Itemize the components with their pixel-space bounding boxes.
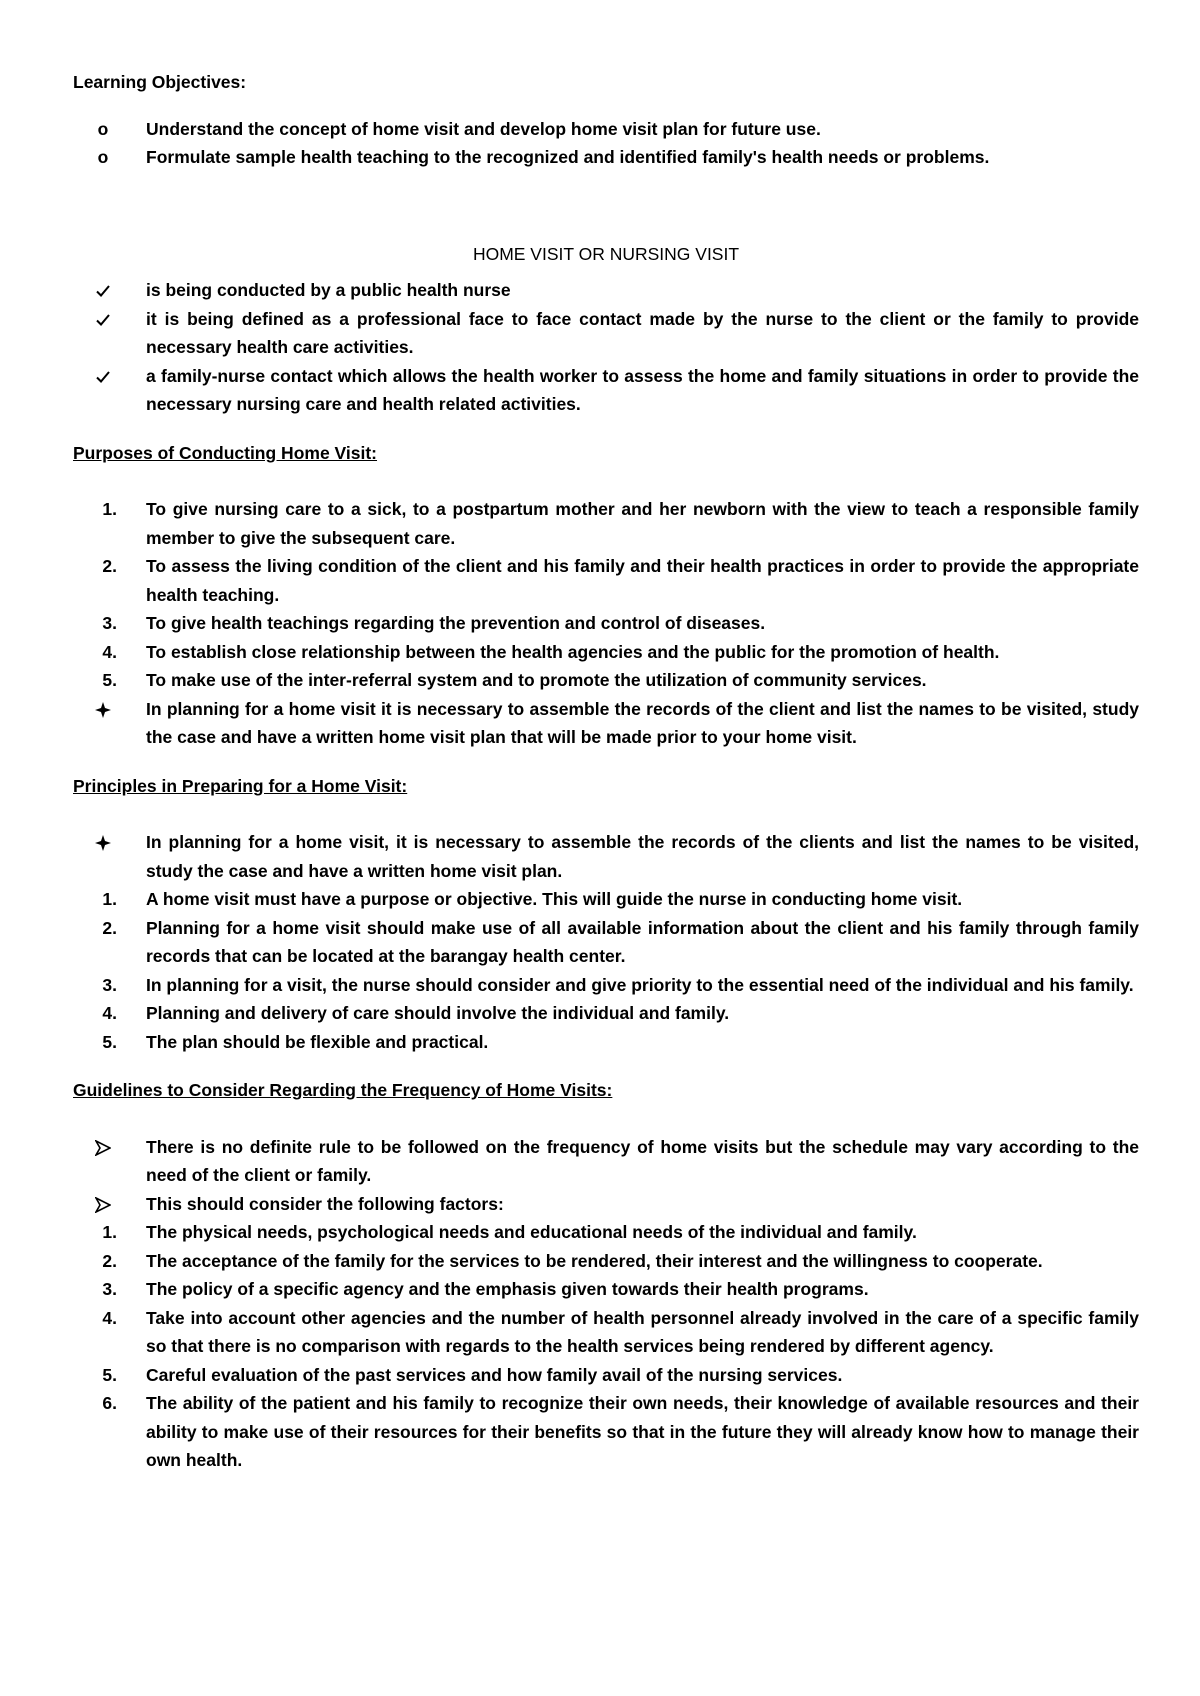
list-item [73,695,1139,752]
list-item [73,999,1139,1028]
list-item-text: The acceptance of the family for the services to be rendered, their interest and the willingness to cooperate. [146,1250,1043,1271]
list-item-text: The physical needs, psychological needs and educational needs of the individual and family. [146,1222,917,1242]
list-item-text: a family-nurse contact which allows the health worker to assess the home and family situations in order to provide the necessary nursing care and health related activities. [146,365,1139,414]
list-item [73,885,1139,914]
list-item-text: Take into account other agencies and the number of health personnel already involved in the care of a specific family so that there is no comparison with regards to the health services being rendered by different agency. [146,1307,1139,1356]
list-item [73,971,1139,1000]
diamond-bullet-icon [73,695,133,724]
list-item-text: To give nursing care to a sick, to a postpartum mother and her newborn with the view to teach a responsible family member to give the subsequent care. [146,499,1139,548]
list-item-text: The ability of the patient and his family to recognize their own needs, their knowledge of available resources and their ability to make use of their resources for their benefits so that in the future they will already know how to manage their own health. [146,1393,1139,1470]
list-number: 4. [102,641,117,662]
purposes-heading: Purposes of Conducting Home Visit: [73,442,378,463]
arrow-bullet-icon [73,1190,133,1219]
list-number: 2. [102,556,117,576]
list-item-text: A home visit must have a purpose or objective. This will guide the nurse in conducting home visit. [146,889,963,909]
list-item [73,1361,1139,1390]
list-item-text: In planning for a visit, the nurse should consider and give priority to the essential need of the individual and his family. [146,974,1134,995]
list-item [73,1247,1139,1276]
list-number: 6. [102,1393,117,1413]
list-item [73,305,1139,362]
guidelines-heading: Guidelines to Consider Regarding the Frequency of Home Visits: [73,1080,613,1100]
list-item [73,1190,1139,1219]
list-item [73,552,1139,609]
list-number: 3. [102,1279,117,1299]
principles-heading: Principles in Preparing for a Home Visit: [73,775,408,796]
list-item-text: The plan should be flexible and practical. [146,1031,489,1052]
list-number: 2. [102,917,117,938]
list-item-text: This should consider the following factors: [146,1193,504,1214]
list-number: 4. [102,1307,117,1328]
list-item-text: is being conducted by a public health nurse [146,280,511,300]
learning-objectives-list [73,115,1139,172]
list-item [73,276,1139,305]
list-number: 5. [102,1364,117,1385]
document-page [73,68,1139,1475]
arrow-bullet-icon [73,1133,133,1162]
list-item-text: Planning and delivery of care should involve the individual and family. [146,1003,730,1023]
list-number: 1. [102,499,117,519]
list-item [73,828,1139,885]
list-item [73,143,1139,172]
list-item-text: To assess the living condition of the client and his family and their health practices in order to provide the appropriate health teaching. [146,556,1139,605]
circle-bullet: o [97,118,109,139]
list-item-text: Understand the concept of home visit and develop home visit plan for future use. [146,118,821,139]
list-item [73,1133,1139,1190]
list-item [73,638,1139,667]
list-item-text: To establish close relationship between the health agencies and the public for the promotion of health. [146,641,1000,662]
home-visit-definition-list [73,276,1139,419]
list-item [73,1218,1139,1247]
list-item [73,666,1139,695]
list-item-text: it is being defined as a professional face to face contact made by the nurse to the client or the family to provide necessary health care activities. [146,308,1139,357]
check-icon [73,276,133,305]
list-item [73,1389,1139,1475]
list-item [73,609,1139,638]
circle-bullet: o [97,147,109,167]
list-item-text: In planning for a home visit, it is necessary to assemble the records of the clients and list the names to be visited, study the case and have a written home visit plan. [146,832,1139,881]
list-number: 5. [102,1031,117,1052]
list-number: 5. [102,670,117,690]
check-icon [73,362,133,391]
list-number: 1. [102,1222,117,1242]
list-item-text: Planning for a home visit should make use of all available information about the client and his family through family records that can be located at the barangay health center. [146,917,1139,966]
home-visit-title: HOME VISIT OR NURSING VISIT [472,243,740,264]
list-number: 4. [102,1003,117,1023]
list-item [73,1275,1139,1304]
list-item-text: In planning for a home visit it is necessary to assemble the records of the client and list the names to be visited, study the case and have a written home visit plan that will be made prior to your home visit. [146,698,1139,747]
list-item-text: To give health teachings regarding the prevention and control of diseases. [146,613,766,633]
check-icon [73,305,133,334]
guidelines-list [73,1133,1139,1475]
list-item [73,362,1139,419]
list-number: 2. [102,1250,117,1271]
list-number: 1. [102,889,117,909]
diamond-bullet-icon [73,828,133,857]
list-item-text: There is no definite rule to be followed on the frequency of home visits but the schedule may vary according to the need of the client or family. [146,1136,1139,1185]
list-item-text: Formulate sample health teaching to the recognized and identified family's health needs or problems. [146,147,990,167]
list-item [73,914,1139,971]
list-item [73,1028,1139,1057]
list-item-text: The policy of a specific agency and the emphasis given towards their health programs. [146,1279,869,1299]
list-item [73,1304,1139,1361]
list-item [73,115,1139,144]
list-item-text: To make use of the inter-referral system and to promote the utilization of community services. [146,670,927,690]
list-item-text: Careful evaluation of the past services and how family avail of the nursing services. [146,1364,843,1385]
list-item [73,495,1139,552]
learning-objectives-heading: Learning Objectives: [73,72,247,92]
principles-list [73,828,1139,1056]
list-number: 3. [102,974,117,995]
purposes-list [73,495,1139,752]
list-number: 3. [102,613,117,633]
